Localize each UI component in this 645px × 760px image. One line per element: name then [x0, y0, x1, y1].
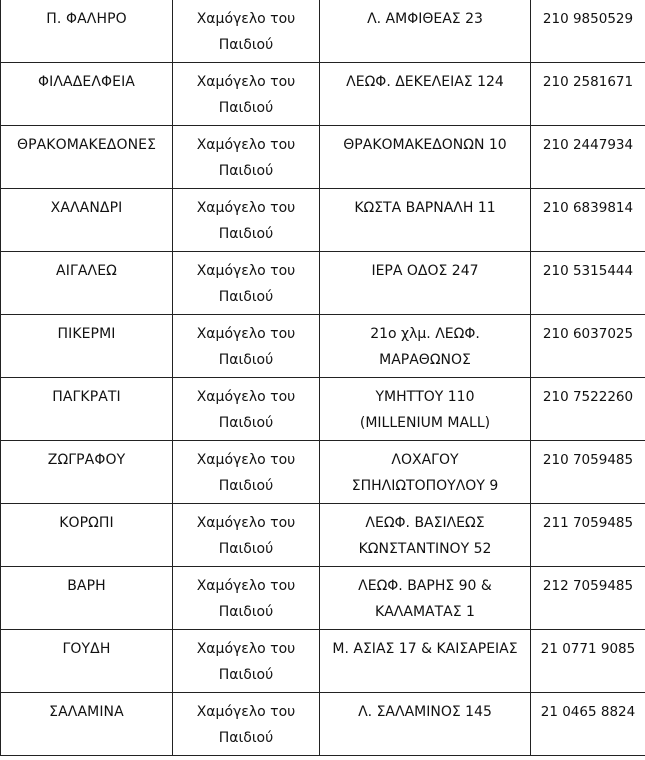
table-row: [1, 378, 645, 441]
organization-cell: [173, 63, 320, 126]
organization-name: Χαμόγελο του Παιδιού: [196, 74, 296, 116]
address-cell: [320, 315, 531, 378]
phone-number: 210 9850529: [542, 11, 634, 27]
organization-name: Χαμόγελο του Παιδιού: [196, 263, 296, 305]
place-cell: [1, 0, 173, 63]
address-text: ΛΕΩΦ. ΒΑΡΗΣ 90 & ΚΑΛΑΜΑΤΑΣ 1: [358, 578, 492, 620]
organization-name: Χαμόγελο του Παιδιού: [196, 326, 296, 368]
phone-number: 211 7059485: [542, 515, 634, 531]
place-name: Π. ΦΑΛΗΡΟ: [46, 11, 127, 27]
address-cell: [320, 630, 531, 693]
phone-cell: [531, 504, 645, 567]
organization-cell: [173, 252, 320, 315]
place-name: ΑΙΓΑΛΕΩ: [56, 263, 117, 279]
table-row: [1, 630, 645, 693]
organization-cell: [173, 315, 320, 378]
place-name: ΠΙΚΕΡΜΙ: [57, 326, 116, 342]
table-row: [1, 252, 645, 315]
organization-name: Χαμόγελο του Παιδιού: [196, 578, 296, 620]
address-cell: [320, 441, 531, 504]
address-cell: [320, 126, 531, 189]
phone-cell: [531, 252, 645, 315]
phone-cell: [531, 189, 645, 252]
organization-name: Χαμόγελο του Παιδιού: [196, 452, 296, 494]
organization-cell: [173, 378, 320, 441]
organization-name: Χαμόγελο του Παιδιού: [196, 704, 296, 746]
table-row: [1, 504, 645, 567]
place-name: ΦΙΛΑΔΕΛΦΕΙΑ: [38, 74, 135, 90]
organization-name: Χαμόγελο του Παιδιού: [196, 515, 296, 557]
place-cell: [1, 378, 173, 441]
address-text: Λ. ΣΑΛΑΜΙΝΟΣ 145: [358, 704, 492, 720]
phone-cell: [531, 630, 645, 693]
phone-number: 210 6839814: [542, 200, 634, 216]
place-cell: [1, 567, 173, 630]
organization-cell: [173, 0, 320, 63]
table-row: [1, 315, 645, 378]
table-row: [1, 63, 645, 126]
phone-cell: [531, 567, 645, 630]
address-cell: [320, 378, 531, 441]
table-row: [1, 0, 645, 63]
place-name: ΒΑΡΗ: [67, 578, 106, 594]
address-text: ΙΕΡΑ ΟΔΟΣ 247: [371, 263, 479, 279]
place-cell: [1, 63, 173, 126]
address-cell: [320, 252, 531, 315]
table-row: [1, 567, 645, 630]
place-name: ΚΟΡΩΠΙ: [59, 515, 114, 531]
place-name: ΓΟΥΔΗ: [62, 641, 111, 657]
phone-cell: [531, 0, 645, 63]
place-cell: [1, 441, 173, 504]
table-row: [1, 693, 645, 756]
place-name: ΖΩΓΡΑΦΟΥ: [47, 452, 126, 468]
table-row: [1, 189, 645, 252]
phone-cell: [531, 315, 645, 378]
address-cell: [320, 504, 531, 567]
address-cell: [320, 567, 531, 630]
organization-cell: [173, 630, 320, 693]
organization-name: Χαμόγελο του Παιδιού: [196, 389, 296, 431]
organization-name: Χαμόγελο του Παιδιού: [196, 137, 296, 179]
phone-number: 21 0771 9085: [540, 641, 636, 657]
place-cell: [1, 315, 173, 378]
phone-number: 212 7059485: [542, 578, 634, 594]
address-text: 21ο χλμ. ΛΕΩΦ. ΜΑΡΑΘΩΝΟΣ: [370, 326, 480, 368]
organization-cell: [173, 504, 320, 567]
organization-cell: [173, 126, 320, 189]
phone-cell: [531, 378, 645, 441]
phone-number: 210 7059485: [542, 452, 634, 468]
table-row: [1, 441, 645, 504]
organization-name: Χαμόγελο του Παιδιού: [196, 11, 296, 53]
phone-cell: [531, 63, 645, 126]
address-text: ΛΕΩΦ. ΒΑΣΙΛΕΩΣ ΚΩΝΣΤΑΝΤΙΝΟΥ 52: [358, 515, 492, 557]
organization-name: Χαμόγελο του Παιδιού: [196, 641, 296, 683]
phone-number: 210 2581671: [542, 74, 634, 90]
place-cell: [1, 630, 173, 693]
address-cell: [320, 189, 531, 252]
place-cell: [1, 252, 173, 315]
organization-cell: [173, 189, 320, 252]
phone-number: 21 0465 8824: [540, 704, 636, 720]
locations-table-body: [1, 0, 645, 756]
address-cell: [320, 63, 531, 126]
phone-number: 210 2447934: [542, 137, 634, 153]
place-name: ΧΑΛΑΝΔΡΙ: [50, 200, 123, 216]
organization-cell: [173, 693, 320, 756]
address-text: ΛΟΧΑΓΟΥ ΣΠΗΛΙΩΤΟΠΟΥΛΟΥ 9: [351, 452, 499, 494]
place-cell: [1, 126, 173, 189]
phone-cell: [531, 441, 645, 504]
place-cell: [1, 693, 173, 756]
place-name: ΘΡΑΚΟΜΑΚΕΔΟΝΕΣ: [16, 137, 157, 153]
phone-number: 210 5315444: [542, 263, 634, 279]
address-text: ΚΩΣΤΑ ΒΑΡΝΑΛΗ 11: [354, 200, 496, 216]
organization-name: Χαμόγελο του Παιδιού: [196, 200, 296, 242]
address-text: ΘΡΑΚΟΜΑΚΕΔΟΝΩΝ 10: [343, 137, 507, 153]
address-text: ΥΜΗΤΤΟΥ 110 (MILLENIUM MALL): [359, 389, 491, 431]
place-cell: [1, 189, 173, 252]
address-text: Μ. ΑΣΙΑΣ 17 & ΚΑΙΣΑΡΕΙΑΣ: [332, 641, 518, 657]
address-cell: [320, 0, 531, 63]
place-name: ΣΑΛΑΜΙΝΑ: [49, 704, 124, 720]
place-name: ΠΑΓΚΡΑΤΙ: [52, 389, 121, 405]
organization-cell: [173, 567, 320, 630]
address-text: ΛΕΩΦ. ΔΕΚΕΛΕΙΑΣ 124: [346, 74, 504, 90]
address-text: Λ. ΑΜΦΙΘΕΑΣ 23: [367, 11, 483, 27]
organization-cell: [173, 441, 320, 504]
address-cell: [320, 693, 531, 756]
phone-cell: [531, 126, 645, 189]
phone-number: 210 6037025: [542, 326, 634, 342]
place-cell: [1, 504, 173, 567]
phone-cell: [531, 693, 645, 756]
table-row: [1, 126, 645, 189]
phone-number: 210 7522260: [542, 389, 634, 405]
